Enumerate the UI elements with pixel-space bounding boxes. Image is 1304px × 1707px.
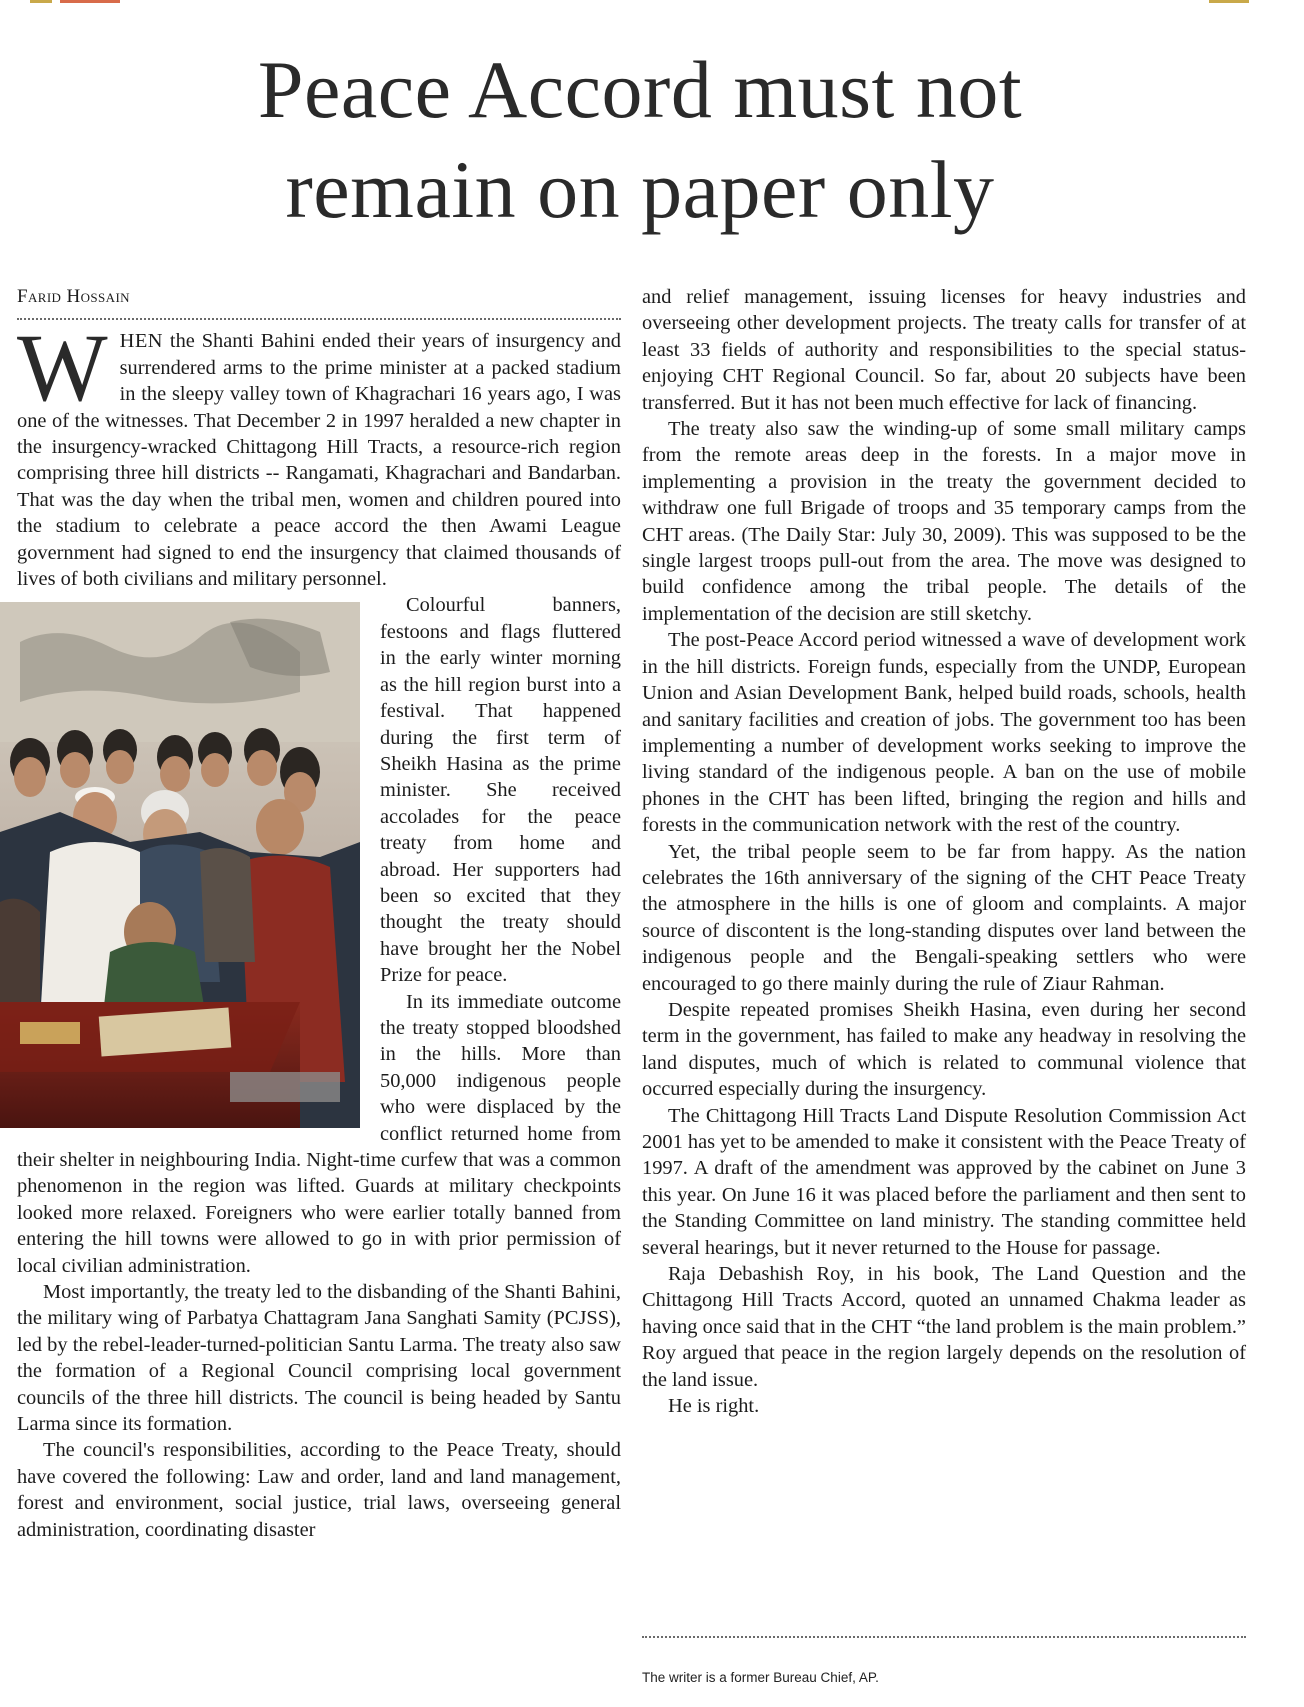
author-credit: The writer is a former Bureau Chief, AP. — [642, 1670, 879, 1685]
footer-divider — [642, 1636, 1246, 1638]
article-column-1 — [17, 284, 621, 1543]
headline — [120, 40, 1160, 240]
paragraph-2-text: Colourful banners, festoons and flags fluttered in the early winter morning as the hill region burst into a festival. That happened during the first term of Sheikh Hasina as the prime minister. She received accolades for the peace treaty from home and abroad. Her supporters had been so excited that they thought the treaty should have brought her the Nobel Prize for peace. — [380, 594, 621, 987]
headline-line-2: remain on paper only — [285, 144, 995, 235]
paragraph-9: Yet, the tribal people seem to be far from happy. As the nation celebrates the 16th anniversary of the signing of the CHT Peace Treaty the atmosphere in the hills is one of gloom and complaints. A major source of discontent is the long-standing disputes over land between the indigenous people and the Bengali-speaking settlers who were encouraged to go there mainly during the rule of Ziaur Rahman. — [642, 840, 1246, 995]
paragraph-6: and relief management, issuing licenses for heavy industries and overseeing other development projects. The treaty calls for transfer of at least 33 fields of authority and responsibilities to the special status-enjoying CHT Regional Council. So far, about 20 subjects have been transferred. But it has not been much effective for lack of financing. — [642, 286, 1246, 414]
paragraph-4: Most importantly, the treaty led to the disbanding of the Shanti Bahini, the military wing of Parbatya Chattagram Jana Sanghati Samity (PCJSS), led by the rebel-leader-turned-politician Santu Larma. The treaty also saw the formation of a Regional Council comprising local government councils of the three hill districts. The council is being headed by Santu Larma since its formation. — [17, 1281, 621, 1436]
paragraph-10: Despite repeated promises Sheikh Hasina, even during her second term in the government, has failed to make any headway in resolving the land disputes, much of which is related to communal violence that occurred especially during the insurgency. — [642, 998, 1246, 1101]
drop-cap: W — [17, 314, 108, 422]
paragraph-5: The council's responsibilities, according to the Peace Treaty, should have covered the following: Law and order, land and land management, forest and environment, social justice, trial laws, overseeing general administration, coordinating disaster — [17, 1439, 621, 1541]
lead-in-caps: HEN — [119, 330, 164, 353]
paragraph-1-text: the Shanti Bahini ended their years of insurgency and surrendered arms to the prime minister at a packed stadium in the sleepy valley town of Khagrachari 16 years ago, I was one of the witnesses. That December 2 in 1997 heralded a new chapter in the insurgency-wracked Chittagong Hill Tracts, a resource-rich region comprising three hill districts -- Rangamati, Khagrachari and Bandarban. That was the day when the tribal men, women and children poured into the stadium to celebrate a peace accord the then Awami League government had signed to end the insurgency that claimed thousands of lives of both civilians and military personnel. — [17, 330, 621, 591]
byline: Farid Hossain — [17, 284, 621, 320]
signing-ceremony-photo — [0, 602, 360, 1128]
headline-line-1: Peace Accord must not — [257, 44, 1023, 135]
top-color-bar — [0, 0, 1304, 4]
paragraph-13: He is right. — [668, 1395, 760, 1418]
paragraph-7: The treaty also saw the winding-up of some small military camps from the remote areas deep in the forests. In a major move in implementing a provision in the treaty the government decided to withdraw one full Brigade of troops and 35 temporary camps from the CHT areas. (The Daily Star: July 30, 2009). This was supposed to be the single largest troops pull-out from the area. The move was designed to build confidence among the tribal people. The details of the implementation of the decision are still sketchy. — [642, 418, 1246, 625]
paragraph-8: The post-Peace Accord period witnessed a wave of development work in the hill districts. Foreign funds, especially from the UNDP, European Union and Asian Development Bank, helped build roads, schools, health and sanitary facilities and creation of jobs. The government too has been implementing a number of development works seeking to improve the living standard of the indigenous people. A ban on the use of mobile phones in the CHT has been lifted, bringing the region and hills and forests in the communication network with the rest of the country. — [642, 629, 1246, 837]
paragraph-2 — [17, 592, 621, 988]
article-column-2 — [642, 284, 1246, 1419]
paragraph-3: In its immediate outcome the treaty stopped bloodshed in the hills. More than 50,000 indigenous people who were displaced by the conflict returned home from their shelter in neighbouring India. Night-time curfew that was a common phenomenon in the region was lifted. Guards at military checkpoints looked more relaxed. Foreigners who were earlier totally banned from entering the hill towns were allowed to go in with prior permission of local civilian administration. — [17, 990, 621, 1277]
paragraph-1 — [17, 314, 621, 592]
paragraph-12: Raja Debashish Roy, in his book, The Land Question and the Chittagong Hill Tracts Accord, quoted an unnamed Chakma leader as having once said that in the CHT “the land problem is the main problem.” Roy argued that peace in the region largely depends on the resolution of the land issue. — [642, 1263, 1246, 1391]
paragraph-11: The Chittagong Hill Tracts Land Dispute Resolution Commission Act 2001 has yet to be amended to make it consistent with the Peace Treaty of 1997. A draft of the amendment was approved by the cabinet on June 3 this year. On June 16 it was placed before the parliament and then sent to the Standing Committee on land ministry. The standing committee held several hearings, but it never returned to the House for passage. — [642, 1104, 1246, 1259]
